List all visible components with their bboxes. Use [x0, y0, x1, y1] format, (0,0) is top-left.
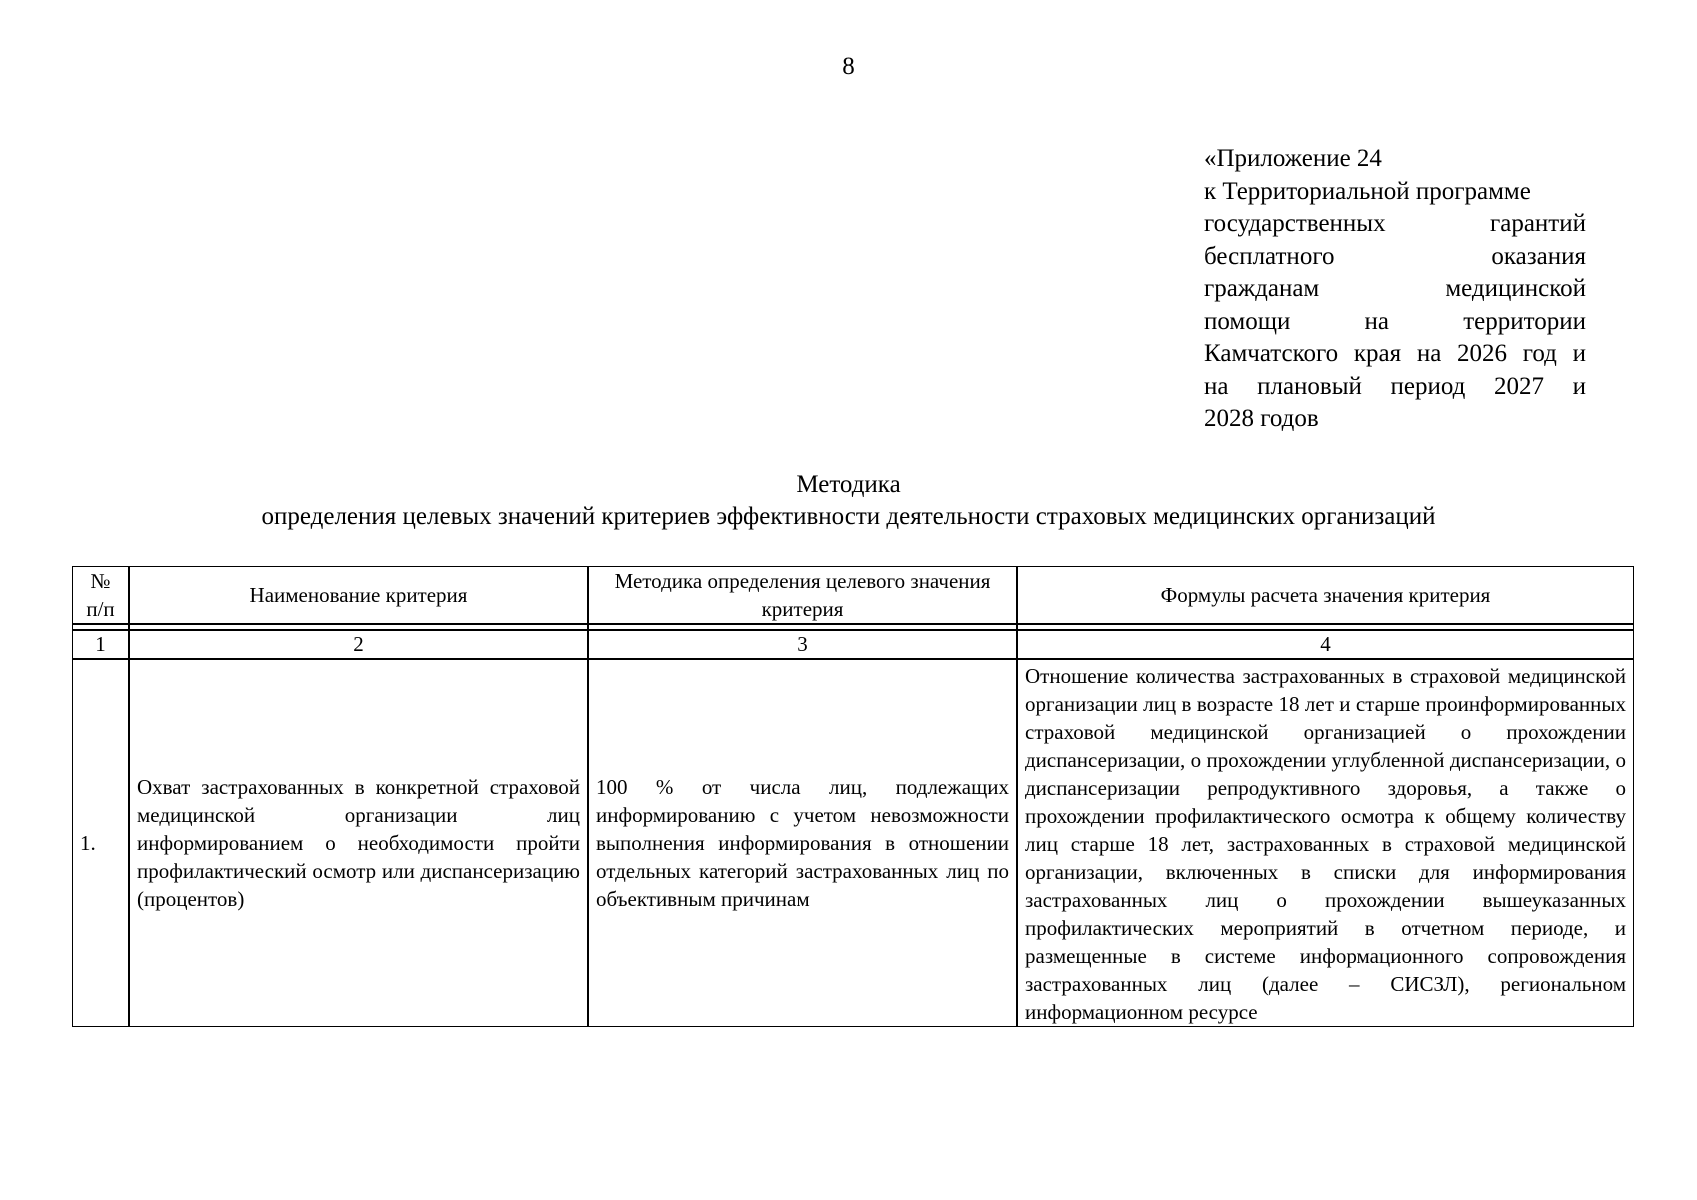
header-formula: Формулы расчета значения критерия [1017, 566, 1634, 624]
document-title [0, 469, 1697, 533]
annex-line: 2028 годов [1204, 405, 1319, 432]
title-line-1: Методика [796, 471, 901, 498]
column-number-row [72, 630, 1634, 659]
annex-line: на плановый период 2027 и [1204, 372, 1586, 400]
annex-header [1204, 143, 1586, 436]
annex-line: к Территориальной программе [1204, 177, 1531, 205]
annex-line: бесплатного оказания [1204, 242, 1586, 270]
header-criterion: Наименование критерия [129, 566, 588, 624]
column-number: 3 [588, 630, 1017, 659]
method-cell: 100 % от числа лиц, подлежащих информированию с учетом невозможности выполнения информирования в отношении отдельных категорий застрахованных лиц по объективным причинам [588, 659, 1017, 1027]
table-header-row [72, 566, 1634, 624]
criteria-table [72, 566, 1634, 1027]
table-row [72, 659, 1634, 1027]
annex-line: «Приложение 24 [1204, 145, 1382, 172]
column-number: 4 [1017, 630, 1634, 659]
criterion-cell: Охват застрахованных в конкретной страховой медицинской организации лиц информированием о необходимости пройти профилактический осмотр или диспансеризацию (процентов) [129, 659, 588, 1027]
column-number: 2 [129, 630, 588, 659]
annex-line: гражданам медицинской [1204, 275, 1586, 302]
annex-line: государственных гарантий [1204, 210, 1586, 237]
header-number: № п/п [72, 566, 129, 624]
annex-line: помощи на территории [1204, 307, 1586, 335]
formula-cell: Отношение количества застрахованных в страховой медицинской организации лиц в возрасте 18 лет и старше проинформированных страховой медицинской организацией о прохождении диспансеризации, о прохождении углубленной диспансеризации, о диспансеризации репродуктивного здоровья, а также о прохождении профилактического осмотра к общему количеству лиц старше 18 лет, застрахованных в страховой медицинской организации, включенных в списки для информирования застрахованных лиц о прохождении вышеуказанных профилактических мероприятий в отчетном периоде, и размещенные в системе информационного сопровождения застрахованных лиц (далее – СИСЗЛ), региональном информационном ресурсе [1017, 659, 1634, 1027]
header-method: Методика определения целевого значения критерия [588, 566, 1017, 624]
column-number: 1 [72, 630, 129, 659]
annex-line: Камчатского края на 2026 год и [1204, 340, 1586, 367]
page-number: 8 [842, 53, 855, 80]
row-number: 1. [72, 659, 129, 1027]
title-line-2: определения целевых значений критериев эффективности деятельности страховых медицинских организаций [261, 503, 1436, 530]
